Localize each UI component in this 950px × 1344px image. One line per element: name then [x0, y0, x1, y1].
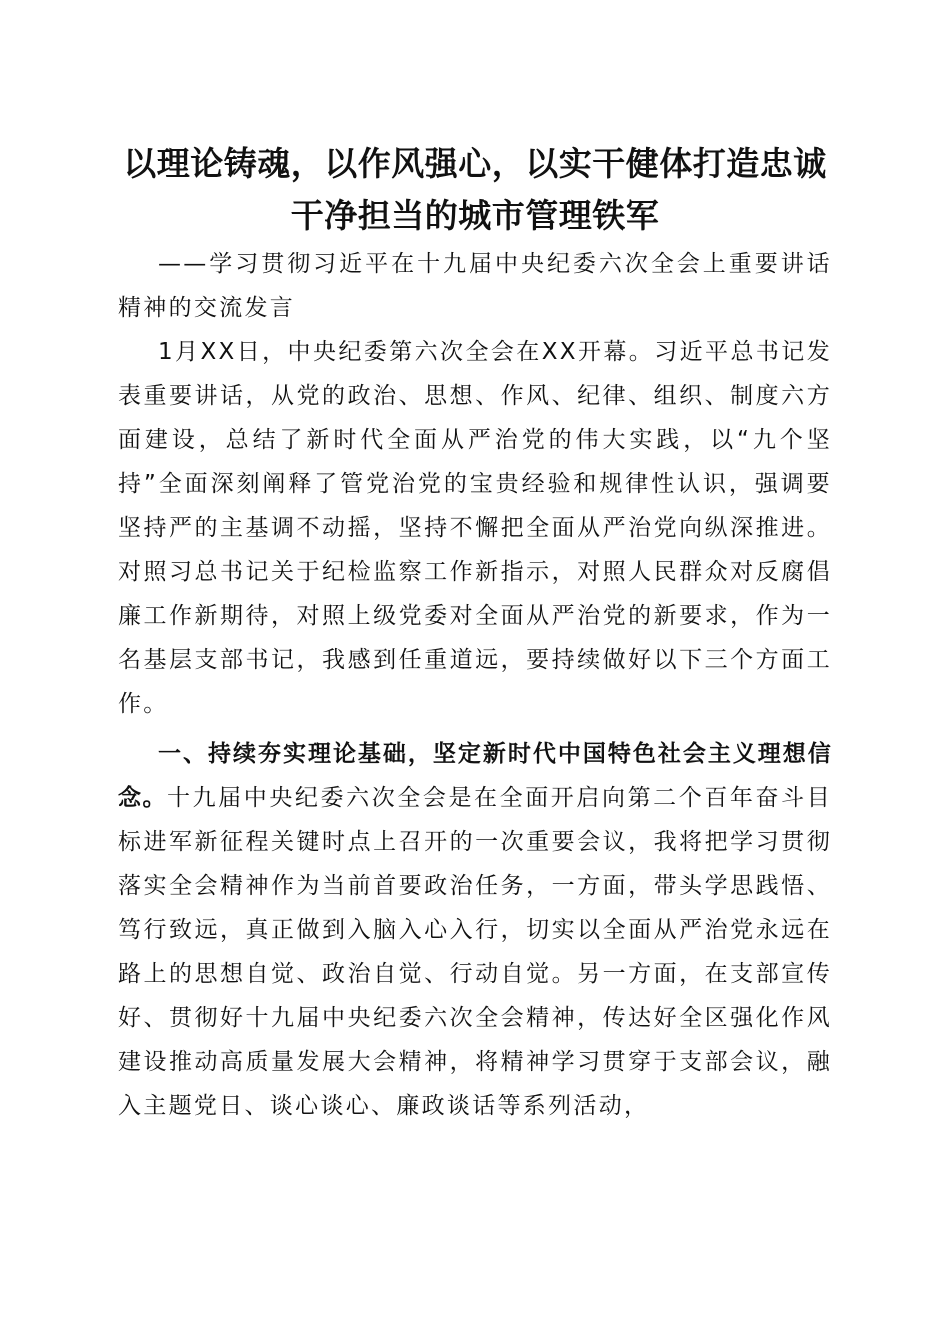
document-title: 以理论铸魂，以作风强心，以实干健体打造忠诚干净担当的城市管理铁军: [123, 144, 827, 235]
section-1-body: 十九届中央纪委六次全会是在全面开启向第二个百年奋斗目标进军新征程关键时点上召开的一次重要会议，我将把学习贯彻落实全会精神作为当前首要政治任务，一方面，带头学思践悟、笃行致远，真正做到入脑入心入行，切实以全面从严治党永远在路上的思想自觉、政治自觉、行动自觉。另一方面，在支部宣传好、贯彻好十九届中央纪委六次全会精神，传达好全区强化作风建设推动高质量发展大会精神，将精神学习贯穿于支部会议，融入主题党日、谈心谈心、廉政谈话等系列活动，: [118, 785, 832, 1119]
document-page: [118, 138, 832, 1128]
section-1-paragraph: [118, 732, 832, 1128]
section-1-heading: 一、持续夯实理论基础，坚定新时代中国特色社会主义理想信念。: [118, 741, 832, 811]
document-subtitle: ——学习贯彻习近平在十九届中央纪委六次全会上重要讲话精神的交流发言: [118, 251, 832, 321]
intro-paragraph: 1月XX日，中央纪委第六次全会在XX开幕。习近平总书记发表重要讲话，从党的政治、思想、作风、纪律、组织、制度六方面建设，总结了新时代全面从严治党的伟大实践，以“九个坚持”全面深刻阐释了管党治党的宝贵经验和规律性认识，强调要坚持严的主基调不动摇，坚持不懈把全面从严治党向纵深推进。对照习总书记关于纪检监察工作新指示，对照人民群众对反腐倡廉工作新期待，对照上级党委对全面从严治党的新要求，作为一名基层支部书记，我感到任重道远，要持续做好以下三个方面工作。: [118, 339, 832, 717]
